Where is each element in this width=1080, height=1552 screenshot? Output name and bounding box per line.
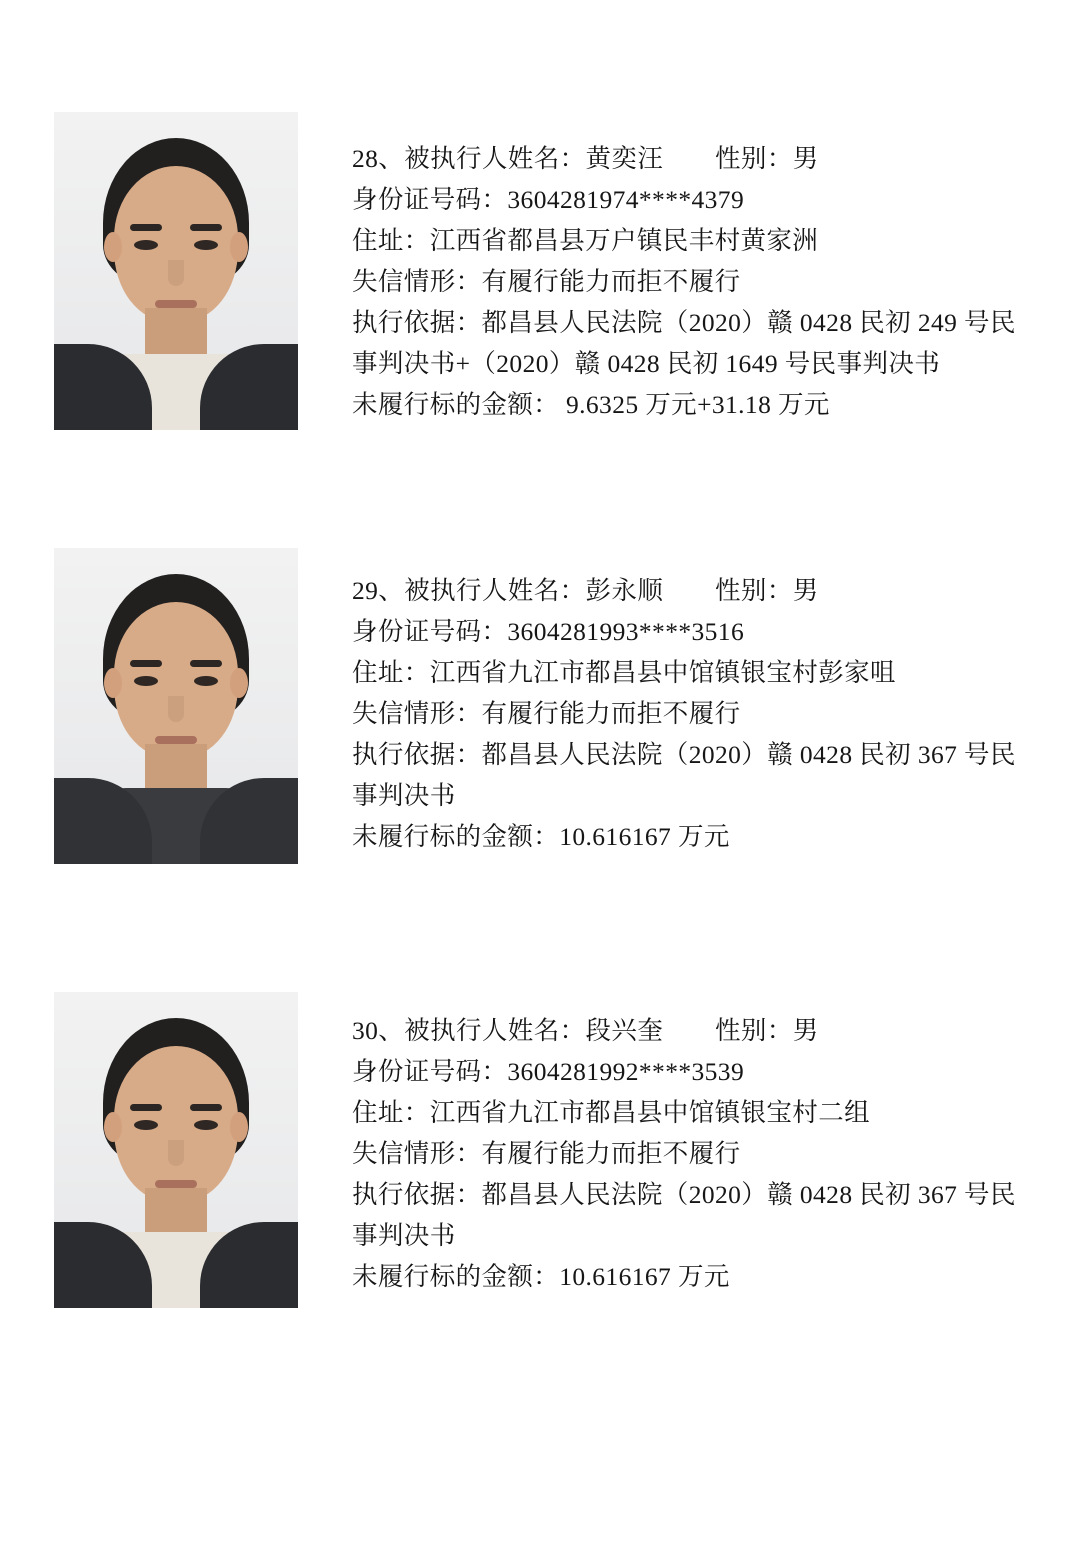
portrait-mouth xyxy=(155,736,197,744)
person-name-line xyxy=(352,138,1020,179)
portrait-ear-left xyxy=(104,232,122,262)
portrait-ear-right xyxy=(230,232,248,262)
person-name-label: 被执行人姓名： xyxy=(404,576,586,605)
spacer xyxy=(663,576,715,605)
portrait-ear-right xyxy=(230,668,248,698)
portrait-eye-left xyxy=(134,676,158,686)
person-name: 段兴奎 xyxy=(585,1016,664,1045)
person-basis-line: 执行依据：都昌县人民法院（2020）赣 0428 民初 249 号民事判决书+（2020）赣 0428 民初 1649 号民事判决书 xyxy=(352,308,1016,378)
person-index: 30、 xyxy=(352,1016,405,1045)
person-id-line: 身份证号码：3604281992****3539 xyxy=(352,1057,745,1086)
person-index: 29、 xyxy=(352,576,405,605)
person-dishonesty-line: 失信情形：有履行能力而拒不履行 xyxy=(352,267,741,296)
portrait-nose xyxy=(168,696,184,722)
person-amount-line: 未履行标的金额：10.616167 万元 xyxy=(352,1262,730,1291)
person-info xyxy=(352,992,1020,1297)
person-amount-line: 未履行标的金额：10.616167 万元 xyxy=(352,822,730,851)
portrait-face xyxy=(114,166,238,322)
person-name: 黄奕汪 xyxy=(585,144,664,173)
person-id-line: 身份证号码：3604281974****4379 xyxy=(352,185,745,214)
person-gender-label: 性别： xyxy=(715,144,793,173)
person-gender: 男 xyxy=(792,144,819,173)
portrait-ear-right xyxy=(230,1112,248,1142)
portrait-brow-right xyxy=(190,1104,222,1111)
person-dishonesty-line: 失信情形：有履行能力而拒不履行 xyxy=(352,699,741,728)
person-info xyxy=(352,548,1020,857)
person-photo xyxy=(54,992,298,1308)
person-address-line: 住址：江西省九江市都昌县中馆镇银宝村彭家咀 xyxy=(352,658,896,687)
portrait-eye-left xyxy=(134,1120,158,1130)
portrait-nose xyxy=(168,260,184,286)
portrait-ear-left xyxy=(104,1112,122,1142)
person-id-line: 身份证号码：3604281993****3516 xyxy=(352,617,745,646)
person-name-label: 被执行人姓名： xyxy=(404,1016,586,1045)
person-index: 28、 xyxy=(352,144,405,173)
person-name-label: 被执行人姓名： xyxy=(404,144,586,173)
portrait-face xyxy=(114,1046,238,1202)
portrait-brow-left xyxy=(130,224,162,231)
portrait-face xyxy=(114,602,238,758)
portrait-brow-left xyxy=(130,660,162,667)
list-item xyxy=(0,0,1080,430)
person-gender: 男 xyxy=(792,576,819,605)
portrait-mouth xyxy=(155,300,197,308)
person-basis-line: 执行依据：都昌县人民法院（2020）赣 0428 民初 367 号民事判决书 xyxy=(352,740,1016,810)
portrait-eye-left xyxy=(134,240,158,250)
person-address-line: 住址：江西省九江市都昌县中馆镇银宝村二组 xyxy=(352,1098,871,1127)
person-photo xyxy=(54,112,298,430)
list-item xyxy=(0,864,1080,1308)
person-name: 彭永顺 xyxy=(585,576,664,605)
list-item xyxy=(0,430,1080,864)
portrait-eye-right xyxy=(194,676,218,686)
portrait-brow-right xyxy=(190,660,222,667)
portrait-eye-right xyxy=(194,240,218,250)
person-name-line xyxy=(352,570,1020,611)
person-address-line: 住址：江西省都昌县万户镇民丰村黄家洲 xyxy=(352,226,819,255)
spacer xyxy=(663,1016,715,1045)
portrait-mouth xyxy=(155,1180,197,1188)
person-basis-line: 执行依据：都昌县人民法院（2020）赣 0428 民初 367 号民事判决书 xyxy=(352,1180,1016,1250)
person-name-line xyxy=(352,1010,1020,1051)
person-amount-line: 未履行标的金额： 9.6325 万元+31.18 万元 xyxy=(352,390,830,419)
portrait-brow-left xyxy=(130,1104,162,1111)
person-gender: 男 xyxy=(792,1016,819,1045)
person-dishonesty-line: 失信情形：有履行能力而拒不履行 xyxy=(352,1139,741,1168)
person-gender-label: 性别： xyxy=(715,576,793,605)
spacer xyxy=(663,144,715,173)
portrait-brow-right xyxy=(190,224,222,231)
portrait-eye-right xyxy=(194,1120,218,1130)
portrait-nose xyxy=(168,1140,184,1166)
person-photo xyxy=(54,548,298,864)
person-gender-label: 性别： xyxy=(715,1016,793,1045)
portrait-ear-left xyxy=(104,668,122,698)
person-info xyxy=(352,112,1020,425)
